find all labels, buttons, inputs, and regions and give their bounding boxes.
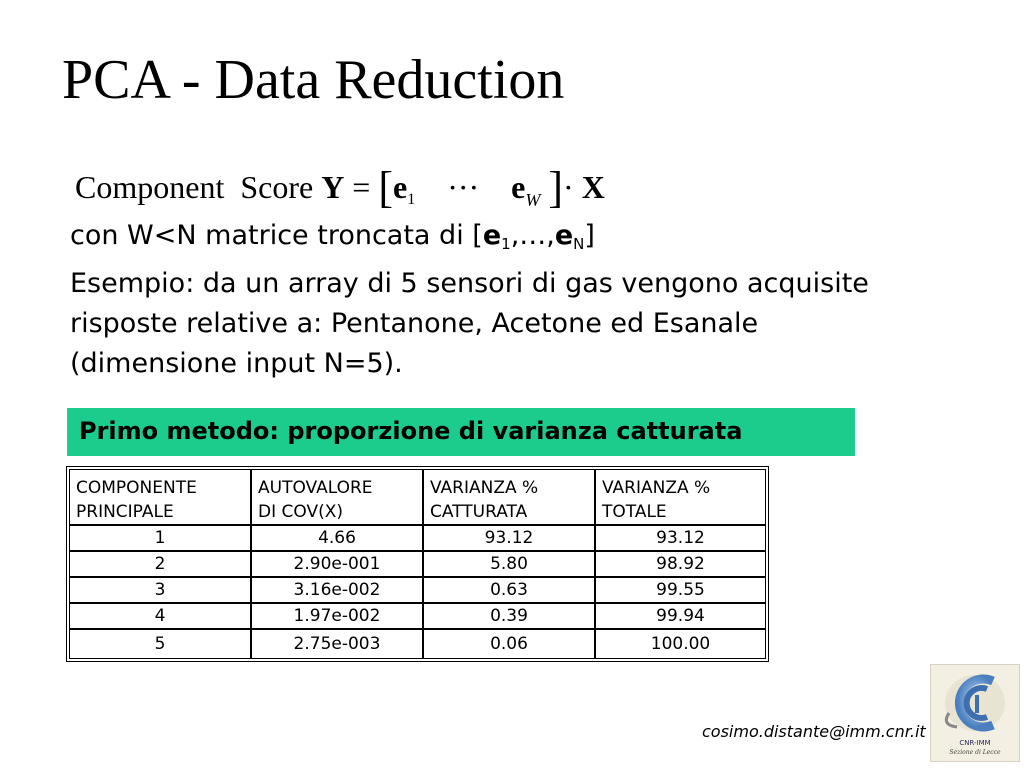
header-cell: COMPONENTE PRINCIPALE	[69, 469, 251, 525]
formula-label: Component Score	[75, 169, 314, 205]
component-score-formula	[75, 163, 605, 212]
table-header-row	[69, 469, 766, 525]
table-cell: 99.94	[595, 603, 766, 629]
table-cell: 99.55	[595, 577, 766, 603]
table-cell: 2	[69, 551, 251, 577]
table-cell: 98.92	[595, 551, 766, 577]
table-cell: 0.06	[423, 629, 595, 659]
slide-title: PCA - Data Reduction	[62, 49, 565, 111]
formula-equals: =	[352, 169, 371, 205]
header-cell: VARIANZA % CATTURATA	[423, 469, 595, 525]
truncated-matrix-text	[70, 216, 595, 264]
formula-close-bracket: ]	[548, 163, 564, 212]
table-cell: 3	[69, 577, 251, 603]
table-cell: 0.63	[423, 577, 595, 603]
example-paragraph	[70, 264, 869, 384]
method-banner-text: Primo metodo: proporzione di varianza catturata	[79, 417, 743, 445]
formula-open-bracket: [	[378, 163, 393, 212]
table-cell: 93.12	[595, 525, 766, 551]
table-cell: 100.00	[595, 629, 766, 659]
table-row	[69, 525, 766, 551]
para1-eN: e	[554, 220, 574, 251]
author-email[interactable]: cosimo.distante@imm.cnr.it	[702, 722, 926, 741]
table-cell: 93.12	[423, 525, 595, 551]
cnr-imm-logo	[930, 664, 1020, 762]
example-line-1: Esempio: da un array di 5 sensori di gas vengono acquisite	[70, 268, 869, 299]
para1-sub1: 1	[501, 235, 511, 253]
example-line-3: (dimensione input N=5).	[70, 348, 403, 379]
logo-subcaption: Sezione di Lecce	[949, 749, 1001, 756]
table-cell: 4	[69, 603, 251, 629]
para1-text: con W<N matrice troncata di [	[70, 220, 483, 251]
para1-subN: N	[573, 235, 585, 253]
table-cell: 2.75e-003	[251, 629, 423, 659]
para1-e1: e	[482, 220, 502, 251]
para1-close: ]	[584, 220, 595, 251]
formula-rhs: X	[581, 169, 605, 205]
para1-sep: ,…,	[510, 220, 555, 251]
table-row	[69, 577, 766, 603]
formula-e-first: e	[393, 169, 408, 205]
table-cell: 5	[69, 629, 251, 659]
formula-sub-first: 1	[407, 191, 416, 208]
table-row	[69, 629, 766, 659]
table-cell: 3.16e-002	[251, 577, 423, 603]
formula-e-last: e	[511, 169, 526, 205]
formula-sub-last: W	[525, 190, 541, 210]
table-cell: 0.39	[423, 603, 595, 629]
cnr-logo-icon	[931, 665, 1019, 737]
table-cell: 5.80	[423, 551, 595, 577]
header-cell: VARIANZA % TOTALE	[595, 469, 766, 525]
table-cell: 1.97e-002	[251, 603, 423, 629]
formula-lhs: Y	[321, 169, 345, 205]
method-banner	[67, 408, 855, 456]
formula-dots: ···	[447, 169, 480, 205]
table-cell: 1	[69, 525, 251, 551]
header-cell: AUTOVALORE DI COV(X)	[251, 469, 423, 525]
variance-table	[66, 466, 769, 662]
table-row	[69, 551, 766, 577]
logo-caption: CNR-IMM	[959, 739, 991, 747]
table-cell: 2.90e-001	[251, 551, 423, 577]
formula-dot-op: ·	[563, 169, 574, 205]
example-line-2: risposte relative a: Pentanone, Acetone ed Esanale	[70, 308, 759, 339]
table-row	[69, 603, 766, 629]
table-cell: 4.66	[251, 525, 423, 551]
